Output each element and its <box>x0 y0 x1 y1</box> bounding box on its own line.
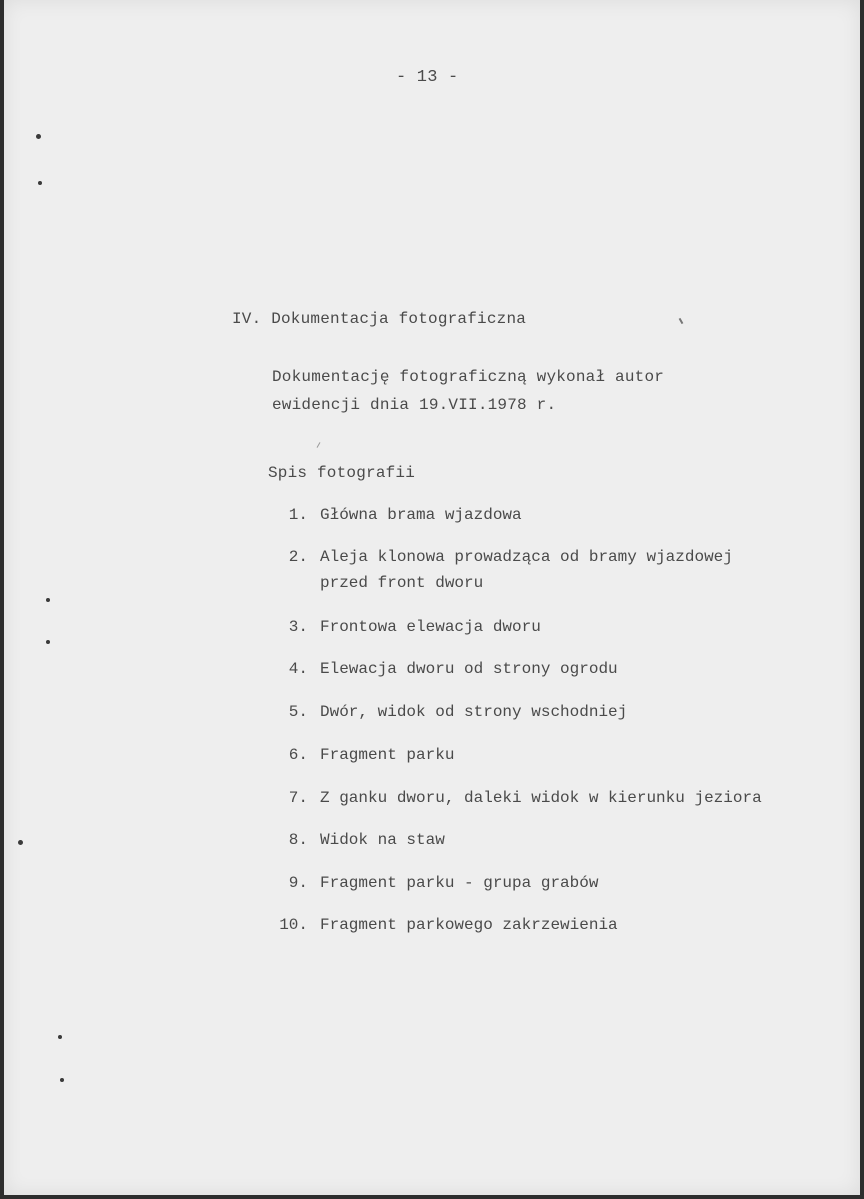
photo-item-text: Elewacja dworu od strony ogrodu <box>320 660 618 678</box>
ink-speck <box>317 442 321 448</box>
punch-mark <box>60 1078 64 1082</box>
document-page <box>4 0 860 1195</box>
photo-item-text: Fragment parku - grupa grabów <box>320 874 599 892</box>
photo-item-number: 9. <box>288 874 308 892</box>
photo-item-number: 2. <box>288 548 308 566</box>
photo-item-number: 5. <box>288 703 308 721</box>
ink-speck <box>679 318 684 324</box>
photo-item-text: Fragment parku <box>320 746 455 764</box>
photo-item-text: Główna brama wjazdowa <box>320 506 522 524</box>
photo-item-text: Fragment parkowego zakrzewienia <box>320 916 618 934</box>
photo-item-number: 8. <box>288 831 308 849</box>
photo-item-number: 10. <box>279 916 308 934</box>
photo-item-number: 4. <box>288 660 308 678</box>
photo-item-text: Frontowa elewacja dworu <box>320 618 541 636</box>
photo-item-text: Widok na staw <box>320 831 445 849</box>
punch-mark <box>46 598 50 602</box>
section-title: IV. Dokumentacja fotograficzna <box>232 310 527 328</box>
punch-mark <box>18 840 23 845</box>
photo-item-text: Aleja klonowa prowadząca od bramy wjazdowej <box>320 548 733 566</box>
punch-mark <box>46 640 50 644</box>
list-heading: Spis fotografii <box>268 464 416 482</box>
intro-line-2: ewidencji dnia 19.VII.1978 r. <box>272 396 557 414</box>
photo-item-number: 7. <box>288 789 308 807</box>
photo-item-text: Z ganku dworu, daleki widok w kierunku jeziora <box>320 789 762 807</box>
photo-item-number: 1. <box>288 506 308 524</box>
photo-item-text: Dwór, widok od strony wschodniej <box>320 703 628 721</box>
scan-edge-bottom <box>0 1195 864 1199</box>
page-number: - 13 - <box>396 68 459 87</box>
punch-mark <box>38 181 42 185</box>
photo-item-text-continued: przed front dworu <box>320 574 484 592</box>
intro-line-1: Dokumentację fotograficzną wykonał autor <box>272 368 665 386</box>
punch-mark <box>58 1035 62 1039</box>
photo-item-number: 3. <box>288 618 308 636</box>
scan-edge-right <box>860 0 864 1199</box>
punch-mark <box>36 134 41 139</box>
photo-item-number: 6. <box>288 746 308 764</box>
